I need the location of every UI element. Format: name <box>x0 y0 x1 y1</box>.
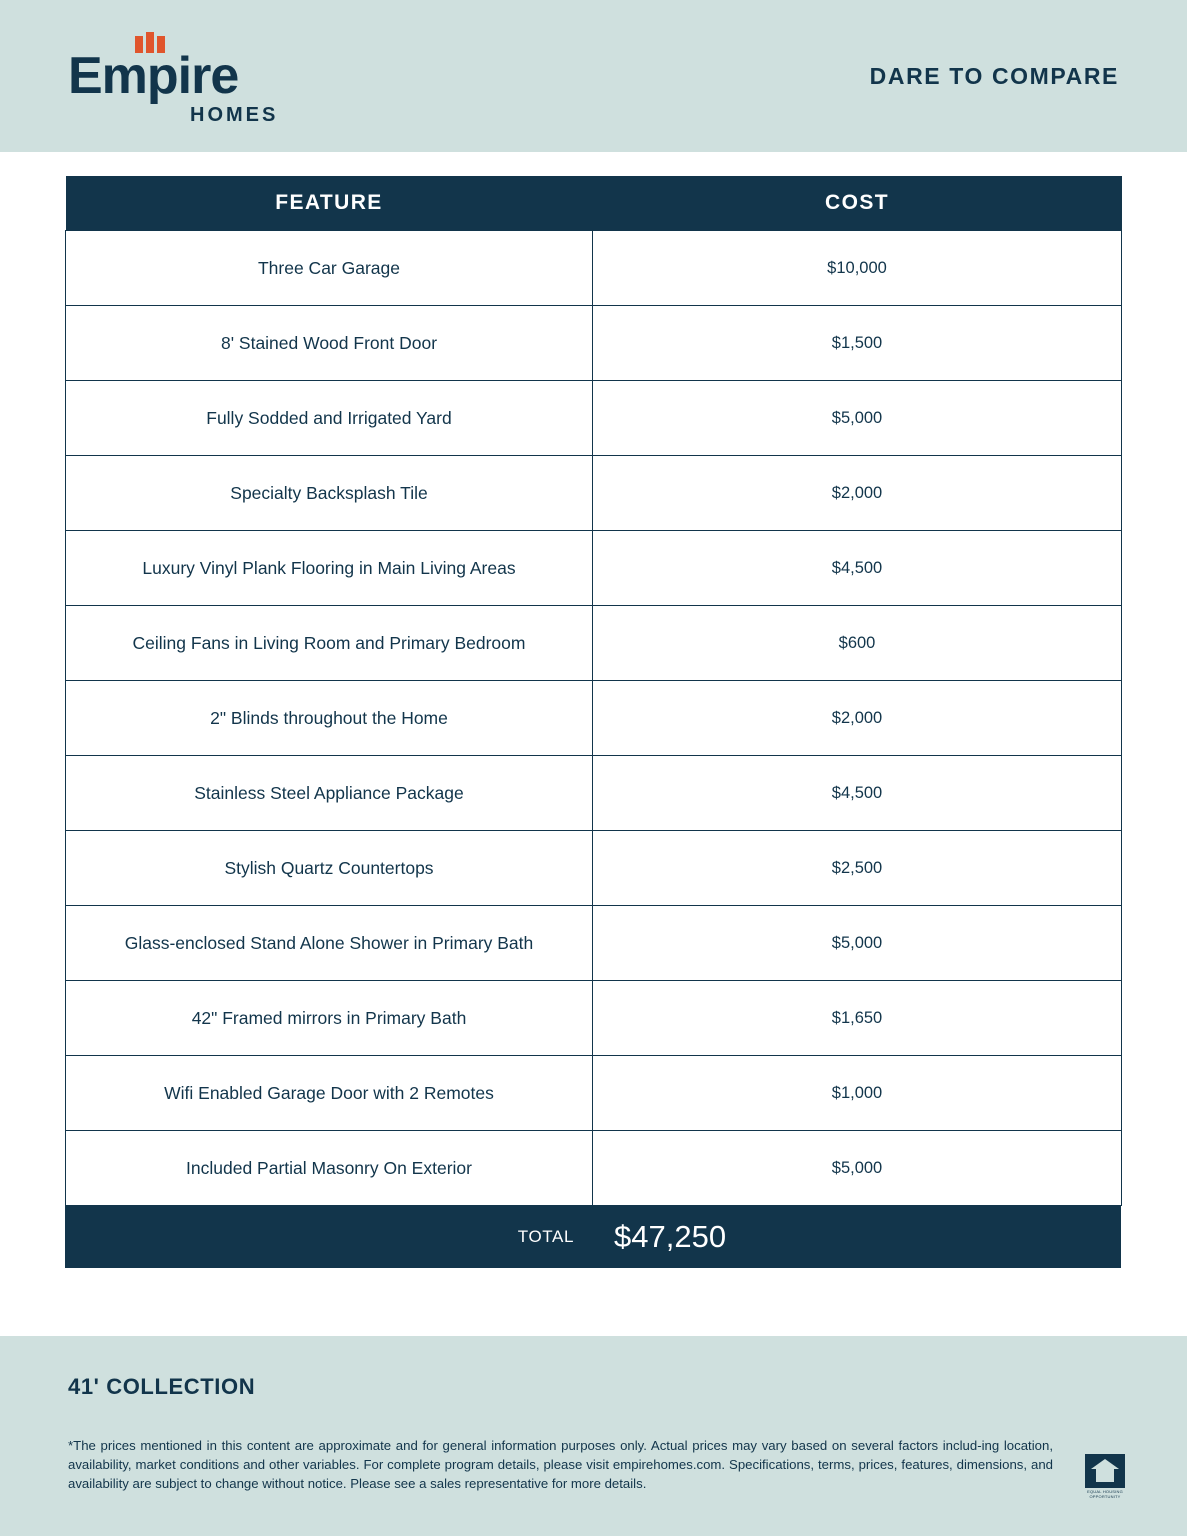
table-row <box>66 831 1122 906</box>
cell-cost: $5,000 <box>593 1131 1122 1206</box>
cell-feature: 2" Blinds throughout the Home <box>66 681 593 756</box>
cell-cost: $1,000 <box>593 1056 1122 1131</box>
cell-cost: $4,500 <box>593 531 1122 606</box>
total-label: TOTAL <box>517 1227 574 1246</box>
cell-feature: Glass-enclosed Stand Alone Shower in Primary Bath <box>66 906 593 981</box>
cell-feature: Wifi Enabled Garage Door with 2 Remotes <box>66 1056 593 1131</box>
table-row <box>66 681 1122 756</box>
cell-cost: $1,500 <box>593 306 1122 381</box>
table-row <box>66 1131 1122 1206</box>
table-row <box>66 306 1122 381</box>
empire-homes-logo <box>68 26 298 126</box>
cell-feature: Three Car Garage <box>66 231 593 306</box>
table-row <box>66 606 1122 681</box>
page-header <box>0 0 1187 152</box>
cell-feature: Fully Sodded and Irrigated Yard <box>66 381 593 456</box>
table-row <box>66 231 1122 306</box>
table-row <box>66 531 1122 606</box>
cell-cost: $5,000 <box>593 381 1122 456</box>
table-body <box>66 231 1122 1206</box>
cell-cost: $600 <box>593 606 1122 681</box>
eho-caption: EQUAL HOUSING OPPORTUNITY <box>1087 1489 1123 1499</box>
column-header-feature: FEATURE <box>66 176 593 231</box>
header-tagline: DARE TO COMPARE <box>869 62 1119 89</box>
column-header-cost: COST <box>593 176 1122 231</box>
table-row <box>66 756 1122 831</box>
cell-cost: $2,000 <box>593 681 1122 756</box>
logo-wordmark: Empire <box>68 47 239 105</box>
cell-cost: $5,000 <box>593 906 1122 981</box>
cell-feature: Stainless Steel Appliance Package <box>66 756 593 831</box>
cell-feature: 8' Stained Wood Front Door <box>66 306 593 381</box>
cell-feature: Luxury Vinyl Plank Flooring in Main Living Areas <box>66 531 593 606</box>
table-row <box>66 1056 1122 1131</box>
table-row <box>66 381 1122 456</box>
cell-feature: Ceiling Fans in Living Room and Primary Bedroom <box>66 606 593 681</box>
cell-feature: Included Partial Masonry On Exterior <box>66 1131 593 1206</box>
disclaimer-text: *The prices mentioned in this content are approximate and for general information purposes only. Actual prices may vary based on several factors includ-ing location, availability, market conditions and other variables. For complete program details, please visit empirehomes.com. Specifications, terms, prices, features, dimensions, and availability are subject to change without notice. Please see a sales representative for more details. <box>68 1438 1053 1491</box>
total-value: $47,250 <box>614 1219 727 1254</box>
cell-feature: 42" Framed mirrors in Primary Bath <box>66 981 593 1056</box>
page-footer <box>0 1336 1187 1536</box>
cell-cost: $2,500 <box>593 831 1122 906</box>
cell-cost: $1,650 <box>593 981 1122 1056</box>
cell-cost: $2,000 <box>593 456 1122 531</box>
equal-housing-opportunity-icon <box>1085 1454 1125 1498</box>
collection-title: 41' COLLECTION <box>68 1374 256 1399</box>
logo-subtitle: HOMES <box>190 104 279 126</box>
cell-feature: Specialty Backsplash Tile <box>66 456 593 531</box>
table-row <box>66 456 1122 531</box>
cell-cost: $4,500 <box>593 756 1122 831</box>
table-row <box>66 981 1122 1056</box>
cell-feature: Stylish Quartz Countertops <box>66 831 593 906</box>
table-header <box>66 176 1122 231</box>
table-row <box>66 906 1122 981</box>
table-total-row <box>65 1206 1121 1268</box>
comparison-table-wrapper <box>65 176 1121 1268</box>
comparison-table <box>65 176 1122 1206</box>
table-header-row <box>66 176 1122 231</box>
cell-cost: $10,000 <box>593 231 1122 306</box>
